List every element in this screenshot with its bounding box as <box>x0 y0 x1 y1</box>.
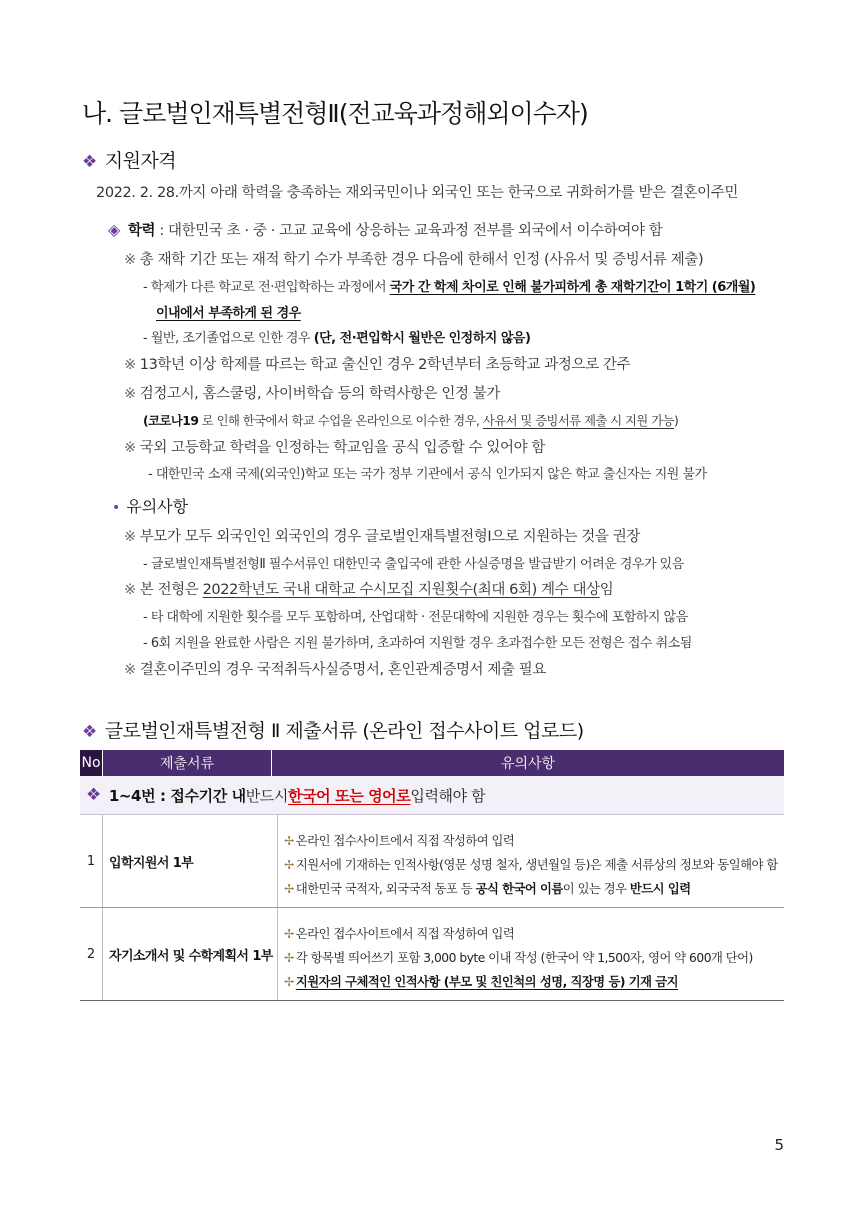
reference-mark-icon: ※ <box>124 529 136 545</box>
note-subitem: - 대한민국 소재 국제(외국인)학교 또는 국가 정부 기관에서 공식 인가되지 않은 학교 출신자는 지원 불가 <box>148 467 707 482</box>
row-number: 1 <box>80 815 103 907</box>
row-notes: ✢ 온라인 접수사이트에서 직접 작성하여 입력 ✢ 각 항목별 띄어쓰기 포함 3,000 byte 이내 작성 (한국어 약 1,500자, 영어 약 600개 단어) ✢ 지원자의 구체적인 인적사항 (부모 및 친인척의 성명, 직장명 등) 기재 금지 <box>284 927 753 989</box>
table-row <box>80 908 784 1001</box>
table-header <box>80 750 784 776</box>
plus-icon: ✢ <box>284 951 294 965</box>
eligibility-intro: 2022. 2. 28.까지 아래 학력을 충족하는 재외국민이나 외국인 또는 한국으로 귀화허가를 받은 결혼이주민 <box>96 185 738 201</box>
row-document: 입학지원서 1부 <box>103 815 278 907</box>
header-notes: 유의사항 <box>272 750 784 776</box>
plus-icon: ✢ <box>284 834 294 848</box>
diamond-bullet-icon: ◈ <box>108 220 120 239</box>
dot-bullet-icon: • <box>112 500 121 516</box>
note-subitem-cont: 이내에서 부족하게 된 경우 <box>156 306 301 321</box>
row-number: 2 <box>80 908 103 1000</box>
plus-icon: ✢ <box>284 882 294 896</box>
plus-icon: ✢ <box>284 975 294 989</box>
header-document: 제출서류 <box>103 750 272 776</box>
caution-item: ※ 결혼이주민의 경우 국적취득사실증명서, 혼인관계증명서 제출 필요 <box>124 662 546 678</box>
education-requirement: ◈ 학력 : 대한민국 초 · 중 · 고교 교육에 상응하는 교육과정 전부를 외국에서 이수하여야 함 <box>108 220 663 239</box>
caution-subitem: - 타 대학에 지원한 횟수를 모두 포함하며, 산업대학 · 전문대학에 지원한 경우는 횟수에 포함하지 않음 <box>143 610 688 625</box>
reference-mark-icon: ※ <box>124 662 136 678</box>
caution-item: ※ 부모가 모두 외국인인 외국인의 경우 글로벌인재특별전형Ⅰ으로 지원하는 것을 권장 <box>124 529 640 545</box>
reference-mark-icon: ※ <box>124 440 136 456</box>
note-subitem: (코로나19 로 인해 한국에서 학교 수업을 온라인으로 이수한 경우, 사유서 및 증빙서류 제출 시 지원 가능) <box>143 414 679 428</box>
plus-icon: ✢ <box>284 858 294 872</box>
reference-mark-icon: ※ <box>124 357 136 373</box>
diamond-icon: ❖ <box>86 785 101 805</box>
caution-item: ※ 본 전형은 2022학년도 국내 대학교 수시모집 지원횟수(최대 6회) 계수 대상임 <box>124 582 614 598</box>
plus-icon: ✢ <box>284 927 294 941</box>
table-notice-band: ❖ 1~4번 : 접수기간 내 반드시 한국어 또는 영어로 입력해야 함 <box>80 776 784 815</box>
page-number: 5 <box>774 1136 784 1154</box>
note-item: ※ 13학년 이상 학제를 따르는 학교 출신인 경우 2학년부터 초등학교 과정으로 간주 <box>124 357 631 373</box>
header-no: No <box>80 750 103 776</box>
note-item: ※ 검정고시, 홈스쿨링, 사이버학습 등의 학력사항은 인정 불가 <box>124 386 500 402</box>
note-subitem: - 학제가 다른 학교로 전·편입학하는 과정에서 국가 간 학제 차이로 인해 불가피하게 총 재학기간이 1학기 (6개월) <box>143 280 756 295</box>
reference-mark-icon: ※ <box>124 582 136 598</box>
page-title: 나. 글로벌인재특별전형Ⅱ(전교육과정해외이수자) <box>82 99 588 128</box>
note-item: ※ 국외 고등학교 학력을 인정하는 학교임을 공식 입증할 수 있어야 함 <box>124 440 546 456</box>
table-row <box>80 815 784 908</box>
note-subitem: - 월반, 조기졸업으로 인한 경우 (단, 전·편입학시 월반은 인정하지 않음) <box>143 331 531 346</box>
caution-subitem: - 6회 지원을 완료한 사람은 지원 불가하며, 초과하여 지원할 경우 초과접수한 모든 전형은 접수 취소됨 <box>143 636 692 651</box>
row-document: 자기소개서 및 수학계획서 1부 <box>103 908 278 1000</box>
reference-mark-icon: ※ <box>124 386 136 402</box>
section-heading-eligibility: ❖ 지원자격 <box>82 150 177 172</box>
diamond-icon: ❖ <box>82 152 97 172</box>
row-notes: ✢ 온라인 접수사이트에서 직접 작성하여 입력 ✢ 지원서에 기재하는 인적사항(영문 성명 철자, 생년월일 등)은 제출 서류상의 정보와 동일해야 함 ✢ 대한민국 국적자, 외국국적 동포 등 공식 한국어 이름이 있는 경우 반드시 입력 <box>284 834 778 896</box>
documents-table <box>80 750 784 1001</box>
section-heading-documents: ❖ 글로벌인재특별전형 Ⅱ 제출서류 (온라인 접수사이트 업로드) <box>82 720 584 742</box>
note-item: ※ 총 재학 기간 또는 재적 학기 수가 부족한 경우 다음에 한해서 인정 (사유서 및 증빙서류 제출) <box>124 252 704 268</box>
caution-heading: • 유의사항 <box>112 497 189 516</box>
caution-subitem: - 글로벌인재특별전형Ⅱ 필수서류인 대한민국 출입국에 관한 사실증명을 발급받기 어려운 경우가 있음 <box>143 557 684 572</box>
reference-mark-icon: ※ <box>124 252 136 268</box>
diamond-icon: ❖ <box>82 722 97 742</box>
